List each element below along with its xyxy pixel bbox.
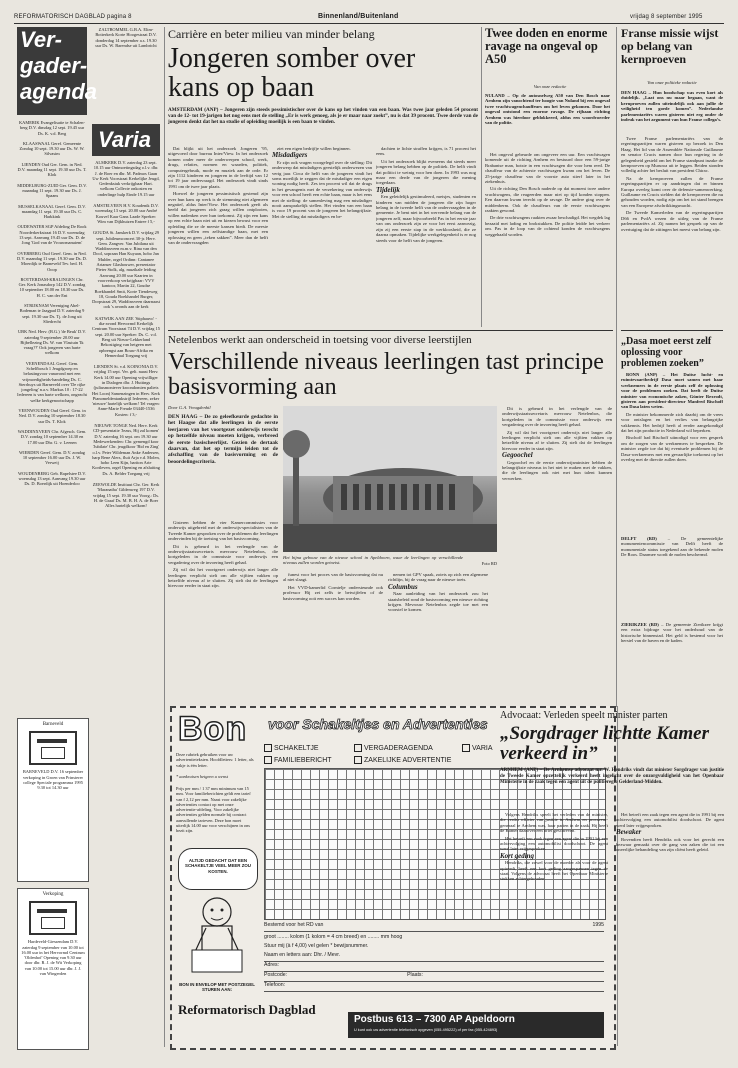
agenda-entry: STRIJKNAM Vereniging Abel-Bodeman te Jaagpad D.V. zaterdag 9 sept. 19.30 uur Ds. Tj. de Jong uit Sliedrecht (19, 303, 85, 324)
agenda-entry: KLAASWAAL Geref. Gemeente Zondag 10 sept. 19.30 uur Ds. W. W. Silvasim (19, 140, 85, 157)
delft-head: DELFT (RD) (621, 536, 657, 541)
varia-list (92, 160, 160, 1042)
lead-paragraph: ziet een eigen bedrijfje willen beginnen. (277, 146, 351, 151)
page-header-center: Binnenland/Buitenland (318, 13, 399, 20)
page-header-left: REFORMATORISCH DAGBLAD pagina 8 (14, 14, 132, 20)
column-rule (616, 27, 617, 707)
lead-col-2 (272, 146, 372, 324)
kamer-paragraph: Het betreft een zaak tegen een agent die in 1991 bij een achtervolging een automobilist doodschoot. De agent werd later vrijgesproken. (616, 812, 724, 828)
varia-entry: ALMKERK D.V. zaterdag 23 sept. 10.15 uur Ontmoetingsdag o.l.v. dhr. J. de Boer en dhr. M. Padmos Gaan Uw Kerk Voorstraat Kerkelijke Jeugd, Gedenkstuk verkrijgbaar Hart. welkom Collecte onkosten en onderlinge hulp Einde 19.15 uur (92, 160, 160, 197)
postbus-address: Postbus 613 – 7300 AP Apeldoorn (354, 1014, 515, 1025)
kamer-paragraph: Volgens Hendriks speelt het verleden van de minister, die eerder officier van justitie in Arnhem en procureur-generaal te Arnhem was, haar parten in de zaak. Hij heeft de Kamer daarover een brief geschreven. (500, 812, 608, 834)
varia-top-entry (92, 27, 160, 48)
bon-subtitle: voor Schakeltjes en Advertenties (268, 716, 488, 732)
france-body (621, 136, 723, 326)
page-header-right: vrijdag 8 september 1995 (630, 14, 703, 20)
option-label: VERGADERAGENDA (364, 744, 433, 752)
netelenbos-paragraph: Gisteren hebben de vier Kamercommissies voor onderwijs uitgebreid met de onderwijs-specialisten van de Tweede Kamer gesproken over de problemen die leerlingen ondervinden bij de toetsing van het basisvorming. (168, 520, 278, 542)
kamer-col-1 (500, 812, 608, 1044)
zierikzee-brief (621, 622, 723, 702)
bon-newspaper-name: Reformatorisch Dagblad (178, 1002, 316, 1017)
bon-option-schakeltje[interactable] (264, 744, 319, 752)
form-name[interactable]: Naam en letters aan: Dhr. / Mevr. (264, 952, 604, 962)
section-rule (168, 330, 613, 331)
adullam-text: BARNEVELD D.V. 16 september verkoping in Groen van Prinsterer college Speciale programma 1995 9.30 tot 14.30 uur (22, 769, 84, 791)
agenda-entry: KAMERIK Evangelisatie te Schalenberg D.V. dinsdag 12 sept. 19.45 uur Ds. K. v.d. Berg (19, 120, 85, 136)
vergaderagenda-title-line-1: Ver- (20, 27, 62, 52)
varia-entry: ZEEWOLDE Instituut Chr. Ger. Kerk 'Maranatha' Gildenweg 197 D.V. vrijdag 15 sept. 19.30 uur Voorg.: Ds. H. de Graaf Ds. M. B. H. A. de Boer Alles hartelijk welkom! (92, 482, 160, 509)
towns-paragraph: De drie vrachtwagens raakten zwaar beschadigd. Het wegdek lag bezaaid met lading en brokstukken. De politie leidde het verkeer om. Pas in de loop van de ochtend konden de vrachtwagens weggehaald worden. (485, 215, 610, 237)
bon-option-zakelijk[interactable] (354, 756, 451, 764)
option-label: SCHAKELTJE (274, 744, 319, 752)
agenda-entry: VEENWOUDEN Oud Geref. Gem. in Ned. D.V. zondag 10 september 18.30 uur Ds. T. Klok (18, 408, 86, 424)
vergaderagenda-list (17, 120, 87, 710)
section-rule (621, 330, 723, 331)
lead-paragraph: Een geleidelijk gestimuleerd, meisjes, studenten en kinderen van midden de jongeren die zijn hoger belang in de tweede helft van de ondervraagden in de gemeente. Je bent niet in het wervende belang van de jongeren zelf, maar bijvoorbeeld Pas in het eerste jaar van ons onderzoek zijn ze voor het eerst aanwezig, zijn zij een eerste stap in de werkloosheid, die ze daarna opmaken. Tijdelijke werkgelegenheid is er nog steeds voor de helft van de jongeren. (376, 194, 476, 243)
france-paragraph: De Tweede Kamerleden van de regeringspartijen D66 en PvdA wezen de uitleg van de Franse parlementariërs af. Zij namen het gesprek op van de overtuiging dat de zittingen het meest van belang zijn. (621, 210, 723, 232)
vergaderagenda-title-line-2: gader- (20, 53, 88, 78)
agenda-entry: OUDEWATER SGP Afdeling De Rook Noorderkerkstraat 16 D.V. woensdag 13 sept. Aanvang 19.45 uur Ds. D. de Jong 'God van de Vrouwmanuiem' (17, 224, 87, 246)
varia-entry: AMSTELVEEN H.V. Koudenik D.V. woensdag 13 sept. 20.00 uur André Kouvel Kaar Gans Laade Spreker: Wim van Dijkhuizen Entree f 5,- (93, 203, 159, 224)
france-headline: Franse missie wijst op belang van kernproeven (621, 26, 719, 66)
netelenbos-kicker: Netelenbos werkt aan onderscheid in toetsing voor diverse leerstijlen (168, 334, 472, 346)
lead-subhead: Misdadigers (272, 151, 308, 160)
lead-paragraph: Dat blijkt uit het onderzoek Jongeren '95, uitgevoerd door bureau Inter/View. In het onderzoek komen onder meer de onderwerpen school, werk, drugs, relaties, normen en waarden, politiek, computergebruik, mode en muziek aan de orde. Er zijn 1112 kinderen en jongeren in de leeftijd van 12 tot 19 jaar ondervraagd. Het onderzoek vindt sinds 1991 om de twee jaar plaats. (168, 146, 268, 189)
vergaderagenda-title-line-3: agenda (20, 79, 98, 104)
column-rule (164, 27, 165, 1047)
adullam-text: Hardeveld-Giessendam D.V. zaterdag 9 september van 10.00 tot 16.00 uur in het Hervormd Centrum 'Oldenhof' Opening van 9.30 uur door dhr. R. J. de Wit Verkoping van 10.00 tot 15.00 uur dhr. J. J. van Wingerden (21, 939, 85, 977)
kamer-paragraph: Bovendien heeft Hendriks ook voor het gerecht een bezwaar gemaakt over de gang van zaken die tot een oneerlijke behandeling van zijn cliënt heeft geleid. (616, 836, 724, 853)
bon-callout (178, 848, 258, 890)
lead-paragraph: Hoewel de jongeren pessimistisch gestemd zijn over hun kans op werk is de stemming niet algemeen negatief, aldus Inter/View. Het onderzoek geeft als beeld dat jongeren zich graag willen ontplooien, willen nadenken over hun toekomst. Zij zijn een kans op een echte baan niet uit en kiezen bewust voor een opleiding die ze de meeste kansen biedt. De meeste jongeren willen een zelfstandige baan, met een oplossing en geen „teken sakken”. Meer dan de helft van de ondervraagden (168, 191, 268, 245)
option-label: ZAKELIJKE ADVERTENTIE (364, 756, 452, 764)
checkbox[interactable] (264, 744, 272, 752)
towns-byline: Van onze redactie (533, 84, 567, 89)
bon-option-familiebericht[interactable] (264, 756, 332, 764)
postbus-sub: U kunt ook uw advertentie telefonisch opgeven (055-495222) of per fax (055-424893) (354, 1028, 498, 1032)
netelenbos-subhead: Gegoochel (502, 451, 533, 460)
agenda-entry: MIDDELBURG-ZUID Ger. Gem. D.V. maandag 11 sept. 19.30 uur Ds. J. Spaans (17, 182, 87, 199)
towns-paragraph: Uit de richting Den Bosch naderde op dat moment twee andere vrachtwagens, die reageerden maar niet op tijd konden stoppen. Een daarvan kwam terecht op de ravage. De andere ging over de middenberm. Ook de chauffeurs van de eerste vrachtwagens raakten gewond. (485, 186, 610, 214)
form-postcode[interactable]: Postcode: (264, 972, 288, 978)
lead-paragraph: dachten te lichte straffen krijgen, is 71 procent het eens. (376, 146, 476, 157)
school-building-photo (283, 406, 497, 552)
column-rule (481, 27, 482, 327)
bon-cartoon-figure (184, 894, 250, 978)
netelenbos-col-2 (283, 572, 383, 702)
towns-intro: NULAND – Op de autosnelweg A50 van Den Bosch naar Arnhem zijn vanochtend ter hoogte van Nuland bij een ongeval twee vrachtwagenchauffeurs om het leven gekomen. Door het ongeval ontstond een enorme ravage. De rijbaan richting Arnhem was hierdoor geblokkeerd, aldus een woordvoerder van de politie. (485, 93, 610, 126)
france-paragraph: Twee Franse parlementariërs van de regeringspartijen waren gisteren op bezoek in Den Haag. Het lid van de Assemblée Nationale Guillaume en senator Crucis namen door hun regering in de gelegenheid gesteld om het Franse standpunt inzake de kernproeven op Mururoa uit te leggen. Beiden stonden volledig achter het besluit van president Chirac. (621, 136, 723, 174)
netelenbos-paragraph: Naar aanleiding van het onderzoek zou het staatsbeleid rond de basisvorming een nieuwe richting krijgen. Mevrouw Netelenbos zegde toe met een voorstel te komen. (388, 591, 488, 613)
option-label: FAMILIEBERICHT (274, 756, 332, 764)
france-intro: DEN HAAG – Hun boodschap was even kort als duidelijk. „Laat ons nu maar begaan, want de kernproeven zullen uiteindelijk ook aan jullie de veiligheid ten goede komen”. Nederlandse parlementariërs waren gisteren niet erg onder de indruk van het argument van hun Franse collega’s. (621, 90, 723, 123)
varia-entry: NIEUWE TONGE Ned. Herv. Kerk CD-presentatie 'Jezus, Hij zal komen' D.V. zaterdag 16 sept. om 19.30 uur Medewerkenden: Chr. gemengd koor 'Jubilate' Chr. jeugdkoor 'Bid en Zing' o.l.v. Peter Wildeman Anke Andersen, harp Rene Alers, fluit Arja v.d. Molen, hobo Leen Kijn, bariton Arie Kortleven, orgel Opening en afsluiting Ds. A. Belder Toegang vrij (92, 423, 160, 476)
bon-title: Bon (178, 710, 248, 748)
dasa-body (621, 372, 723, 532)
adullam-logo (29, 731, 77, 765)
checkbox[interactable] (354, 744, 362, 752)
kamer-subhead: Bewaker (616, 828, 642, 837)
agenda-entry: MUSSELKANAAL Geref. Gem. D.V. maandag 11 sept. 19.30 uur Ds. C. Harkkink (18, 203, 86, 220)
kamer-paragraph: Hendriks, die zowel voor de moeder als voor de agent optreedt, heeft een kort geding aangespannen tegen de staat. Volgens de advocaat heeft het Openbaar Ministerie stukken achtergehouden. (500, 860, 608, 882)
bon-envelope-text: BON IN ENVELOP MET POSTZEGEL STUREN AAN: (179, 982, 255, 993)
bon-note: * aankruisen hetgeen u wenst (176, 774, 228, 779)
checkbox[interactable] (462, 744, 470, 752)
towns-headline: Twee doden en enorme ravage na ongeval op A50 (485, 26, 608, 66)
bon-option-varia[interactable] (462, 744, 493, 752)
bon-instructions: Deze rubriek gebruiken voor uw advertentieteksten. Hoofdletters: 1 letter, als vakje is één letter. (176, 752, 254, 768)
netelenbos-paragraph: nemen tot GPV spaak, zoiets op zich een algemene richtlijn, bij de vraag naar de nieuwe toets. (388, 572, 488, 583)
lead-headline: Jongeren somber over kans op baan (168, 43, 416, 103)
agenda-entry: WOUDENBERG Geb. Rapelstee D.V. woensdag 13 sept. Aanvang 19.30 uur Ds. D. Boerdijk uit Hoenderloo (18, 470, 86, 487)
form-plaats[interactable]: Plaats: (407, 972, 423, 978)
agenda-entry: ROTTERDAM-KRALINGEN Chr. Ger. Kerk Jonasdorp 142 D.V. zondag 10 september 18.00 en 18.30 uur Ds. H. C. van der Ent (18, 276, 86, 298)
lead-col-3 (376, 146, 476, 324)
towns-paragraph: Het ongeval gebeurde om ongeveer een uur. Een vrachtwagen komende uit de richting Arnhem en bestuurd door een 59-jarige Brabantse man, botste in een vrachtwagen die voor hem reed. De chauffeur van de achterste vrachtwagen kwam om het leven. De 25-jarige chauffeur van de voorste auto stierf later in het ziekenhuis. (485, 152, 610, 185)
delft-brief (621, 536, 723, 616)
photo-credit: Foto RD (481, 561, 497, 566)
netelenbos-col-3 (388, 572, 488, 702)
netelenbos-intro: DEN HAAG – De zo geleefkeurde gedachte in het Haagse dat alle leerlingen in de eerste leerjaren van het voortgezet onderwijs terecht op hetzelfde niveau moeten krijgen, verbreed de eerste basischeerlijst. Gezien de dertaak daarvan, dat het op termijn leiden tot de afschaffing van de basisvorming en de beoordelingscriteria. (168, 414, 278, 465)
netelenbos-paragraph: Gegoochel en de eerste onderwijsminister hebben de belangrijkste niveaus in het niet te maken met de vakken, die de leerlingen ook niet met hun talent kunnen verwerken. (502, 459, 612, 481)
kamer-intro: ARNHEM (ANP) – De Arnhemse advocaat mr. W. Hendriks vindt dat minister Sorgdrager van justitie de Tweede Kamer opzettelijk verkeerd heeft ingelicht over de onzorgvuldigheid van het Openbaar Ministerie in de zaak tegen een agent uit de politieregio Gelderland-Midden. (500, 768, 724, 785)
netelenbos-headline: Verschillende niveaus leerlingen tast principe basisvorming aan (168, 349, 604, 400)
adullam-box-1 (17, 718, 89, 882)
dasa-paragraph: Bischoff had Bischoff uitnodigd voor een gesprek om de zorgen van de werknemers te bespreken. De minister zegde toe dat bij eventuele problemen bij de Dasa-werknemers met een gevaarlijke toekomst op het overleg met de directie zullen doen. (621, 435, 723, 463)
form-adres[interactable]: Adres: (264, 962, 604, 972)
netelenbos-col-1 (168, 520, 278, 640)
kamer-subhead: Kort geding (500, 851, 535, 860)
delft-text: – De gemeentelijke monumentencommissie van Delft heeft de monumentale status toegekend aan de bekende molen De Roos. Daarmee wordt de molen beschermd. (621, 536, 723, 558)
varia-title-box (92, 124, 160, 156)
netelenbos-paragraph: Zij wil dat het voortgezet onderwijs niet langer alle leerlingen verplicht stelt om alle vijftien vakken op hetzelfde niveau af te sluiten. Zij stelt dat de leerlingen hiervoor eerder in staat zijn. (168, 567, 278, 589)
varia-entry: LIENDEN St. v.d. KOINONIA D.V. vrijdag 15 sept. Ver. gelt. naast Herv. Kerk 14.00 uur Opening vrijwilliger in Dialogen dhr. J. Huttings (juliusmoniever kroondomien paliets Het Loon) Samenzingen in Herv. Kerk Pianomeldentankstrijl Iedereen, zeker 'nieuwe' hartelijk welkom! Tel vragen: Anne-Marie Freude 03440-1536 Kosten: f 3,- (92, 364, 160, 417)
varia-entry: KATWIJK AAN ZEE 'Stiphauvo' - dia-avond Hervormd Kerkelijk Centrum Voorstraat 74 D.V. vrijdag 15 sept. 20.00 uur Spreker: Ds. C. v.d. Berg uit Nieuw-Lekkerland Bekostiging van hetgeen met opbrengst aan Bouw-Afrika en Hemerdaal Toegang vrij (92, 315, 160, 358)
varia-entry: GOUDA St. Janskerk D.V. vrijdag 29 sept. Jubileumconcert 30-jr. Herv. Gem. Zangver. Van Jubilana uit Waddinxveen m.m.v. Rina van den Dool, sopraan Han Kuyaan, hobo Jan Mulder, orgel Ordinn: Cantanee Artanser Glashouwer, presentator Pieter Stolk, alg. muzikale leiding Aanvang 20.00 uur Kaarten in voorverkoop verkrijgbaar: VVV kantoor, Martin 22, Goudse Boekhandel Smit, Korte Tiendeweg 18, Gouda Boekhandel Burger, Dorpstraat 29, Waddinxveen daarnaast ook 's avonds aan de kerk (92, 230, 160, 310)
agenda-entry: WIERDEN Geref. Gem. D.V. zondag 10 september 16.00 uur Ds. J. W. Verweij (18, 449, 85, 466)
varia-title: Varia (98, 127, 152, 152)
callout-text: ALTIJD GEDACHT DAT EEN SCHAKELTJE VEEL MEER ZOU KOSTEN. (185, 858, 251, 874)
lead-paragraph: Er zijn ook vragen voorgelegd over de stelling: Dit onderwerp dat misdadigers geestelijk onderwezen van verig jaar. Circa de helft van de jongeren vindt het soms moeilijk te zeggen dat de misdadiger een eigen woning nodig heeft. Zes ten procent wil dat de drugs in het gevangenis met de verzekering van onderwijs voor een school heeft een echte baan, maar is het eens met de stelling: de samenleving mag een misdadiger nooit aansprakelijk stellen. Het vinden van een baan is voor 19 procent van de jongeren het belangrijkste. Met de stelling dat misdadigers en be- (272, 159, 372, 219)
dasa-paragraph: De minister bekommerde zich daarbij om de vrees voor ontslagen en het verlies van belangrijke vakkennis. Het bedrijf heeft al eerder aangekondigd dat het zijn productie in Nederland wil beperken. (621, 411, 723, 434)
dasa-paragraph: BONN (ANP) – Het Duitse lucht- en ruimtevaartbedrijf Dasa moet samen met haar werknemers in de eerste plaats zelf de oplossing voor de problemen zoeken. Dat heeft de Duitse minister van economische zaken, Günter Rexrodt, gisteren aan president-directeur Manfred Bischoff van Dasa laten weten. (621, 372, 723, 410)
adullam-logo (29, 901, 77, 935)
checkbox[interactable] (264, 756, 272, 764)
agenda-entry: UBK Ned. Herv. (B.G.) 'de Beuk' D.V. zaterdag 9 september 20.00 uur Bijbellezing Ds. W. van Vlastuin 'Ik vraag??' Ook jongeren van harte welkom (17, 329, 87, 356)
kamer-col-2 (616, 812, 724, 1044)
france-byline: Van onze politieke redactie (647, 80, 697, 85)
kamer-kicker: Advocaat: Verleden speelt minister parten (500, 710, 668, 721)
bon-option-vergaderagenda[interactable] (354, 744, 433, 752)
lead-intro: AMSTERDAM (ANP) – Jongeren zijn steeds pessimistischer over de kans op het vinden van een baan. Was twee jaar geleden 54 procent van de 12- tot 19-jarigen het nog eens met de stelling „Er is werk genoeg, als je er maar naar zoekt”, nu is dat 39 procent. Twee derde van de jongeren denkt dat het na studie of opleiding moeilijk is een baan te vinden. (168, 107, 478, 126)
adullam-label: Verkoping (42, 892, 64, 897)
header-rule (14, 23, 724, 24)
agenda-entry: WADDINXVEEN Chr. Afgesch. Gem. D.V. zondag 10 september 14.30 en 17.00 uur Dhr. G. v. Leenen (17, 428, 87, 445)
option-label: VARIA (472, 744, 493, 752)
kamer-paragraph: Het betreft een zaak tegen een agent die in 1991 bij een achtervolging een automobilist doodschoot. De agent werd later vrijgesproken. (500, 835, 608, 852)
lead-kicker: Carrière en beter milieu van minder belang (168, 27, 375, 41)
kamer-headline: „Sorgdrager lichtte Kamer verkeerd in” (500, 723, 710, 764)
form-row: Stuur mij (à f 4,00) vel gelen * bewijsnummer. (264, 943, 369, 949)
form-telefoon[interactable]: Telefoon: (264, 982, 604, 992)
netelenbos-byline: Door G.A. Vreugdenhil (168, 405, 211, 410)
towns-body (485, 152, 610, 328)
adullam-box-2 (17, 888, 89, 1050)
zierikzee-text: – De gemeente Zierikzee krijgt een extra bijdrage voor het onderhoud van de historische binnenstad. Het geld is bestemd voor het herstel van de haven en de kaden. (621, 622, 723, 644)
lead-paragraph: Uit het onderzoek blijkt eveneens dat steeds meer jongeren belang hebben op de politiek. De helft vindt dat politici te weinig voor hen doen. In 1993 was nog maar een derde van de jongeren die mening toegedaan. (376, 158, 476, 186)
vergaderagenda-title-box (17, 27, 98, 115)
checkbox[interactable] (354, 756, 362, 764)
form-row: groot ........ kolom (1 kolom = 4 cm breed) en ........ mm hoog (264, 934, 403, 940)
adullam-label: Barneveld (42, 722, 64, 727)
dasa-headline: „Dasa moet eerst zelf oplossing voor problemen zoeken” (621, 336, 712, 369)
netelenbos-paragraph: Het VVD-kamerlid Cornielje ondersteunde ook professor Hij zei zelfs te betwijfelen of de basisvorming ooit een succes kan worden. (283, 584, 383, 601)
netelenbos-paragraph: Zij wil dat het voortgezet onderwijs niet langer alle leerlingen verplicht stelt om alle vijftien vakken op hetzelfde niveau af te sluiten. Zij stelt dat de leerlingen hiervoor eerder in staat zijn. (502, 429, 612, 451)
form-year: 1995 (592, 922, 604, 928)
photo-caption: Het bijna gebouw van de nieuwe school in Apeldoorn, waar de leerlingen op verschillende niveaus zullen worden getoetst. (283, 555, 463, 566)
agenda-entry: OVERBERG Oud Geref. Gem. in Ned. D.V. maandag 11 sept. 19.30 uur Ds. D. Moerdijk te Barneveld Tev. bed. H. Ooop (17, 250, 87, 272)
netelenbos-paragraph: funest voor het proces van de basisvorming dat nu al niet slaagt. (283, 572, 383, 583)
form-label: Bestemd voor het RD van (264, 922, 324, 928)
netelenbos-paragraph: Dit is gebeurd in het verlengde van de onderwijsstaatssecretaris mevrouw Netelenbos, die kortgeleden in de commissie voor onderwijs een vergadering over de invoering heeft gehad. (168, 543, 278, 565)
agenda-entry: LIENDEN Oud Ger. Gem. in Ned. D.V. maandag 11 sept. 19.30 uur Ds. T. Klok (17, 161, 87, 178)
zierikzee-head: ZIERIKZEE (RD) (621, 622, 659, 627)
lead-col-1 (168, 146, 268, 324)
france-paragraph: Na de kernproeven zullen de Franse regeringspartijen er op aandringen dat er binnen Europa overleg komt over de defensie-samenwerking. Guillaume en Crucis stelden dat de kernproeven die nu gehouden worden, nodig zijn om het tot stand brengen van een Europese afschrikkingsmacht. (621, 175, 723, 208)
varia-entry: ZALTBOMMEL G.B.A. Elim-Botterkerk Korte Hoogestraat D.V. donderdag 14 september a.s. 19.30 uur Ds. W. Barendse uit Lambricht (95, 27, 157, 48)
lead-subhead: Tijdelijk (376, 185, 400, 194)
netelenbos-paragraph: Dit is gebeurd in het verlengde van de onderwijsstaatssecretaris mevrouw Netelenbos, die kortgeleden in de commissie voor onderwijs een vergadering over de invoering heeft gehad. (502, 406, 612, 428)
netelenbos-col-4 (502, 406, 612, 702)
agenda-entry: VEENENDAAL Geref. Gem. Schelfbosch 1 Jeugdgroep en belastingvoor vanavond met een vrijmoedigheids-handeling Ds. C. Sterrhuys uit Barneveld over 'De rijke jongeling' n.a.v. Markus 10 : 17-22 Iedereen is van harte welkom, ongeacht welke kerkgenootschapp (17, 360, 87, 403)
bon-price: Prijs per mm / 1 37 mm minimum van 15 mm. Voor familieberichten geldt een tarief van f 2,12 per mm. Naast voor zakelijke advertenties contact op met onze advertentie-afdeling. Voor zakelijke advertenties gelden normale bij contract aanvullende tarieven. Deze bon moet uiterlijk 14.00 uur voor verschijnen in ons bezit zijn. (176, 786, 251, 834)
netelenbos-subhead: Columbus (388, 582, 418, 591)
